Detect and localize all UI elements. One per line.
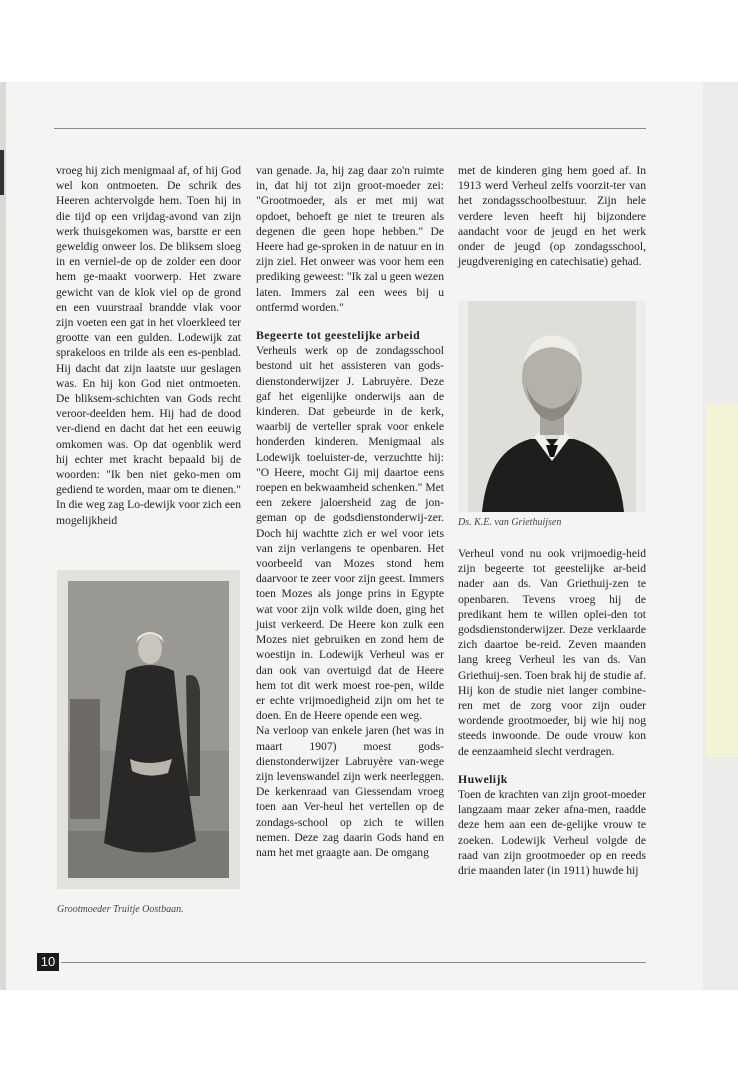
text-column-3 <box>458 163 646 269</box>
yellow-page-tab <box>706 405 738 757</box>
section-heading-geestelijke-arbeid: Begeerte tot geestelijke arbeid <box>256 328 421 343</box>
photo1-table <box>70 699 100 819</box>
minister-portrait-photo <box>468 301 636 512</box>
col3-paragraph-3: Toen de krachten van zijn groot-moeder langzaam maar zeker afna-men, raadde deze hem aan een de-gelijke vrouw te zoeken. Lodewijk Verheul volgde de raad van zijn grootmoeder op en reeds drie maanden later (in 1911) huwde hij <box>458 788 646 878</box>
bottom-rule <box>61 962 646 963</box>
minister-photo-frame <box>458 301 646 512</box>
col2-paragraph-3: Na verloop van enkele jaren (het was in maart 1907) moest gods-dienstonderwijzer Labruyère van-wege zijn levenswandel zijn werk neerleggen. De kerkenraad van Giessendam vroeg toen aan Ver-heul het vertellen op de zondags-school op zich te willen nemen. Deze zag daarin Gods hand en nam het met graagte aan. De omgang <box>256 724 444 859</box>
page-number: 10 <box>37 953 59 971</box>
text-column-2 <box>256 163 444 860</box>
minister-caption: Ds. K.E. van Griethuijsen <box>458 517 562 528</box>
section-heading-huwelijk: Huwelijk <box>458 771 508 786</box>
col2-paragraph-2: Verheuls werk op de zondagsschool bestond uit het assisteren van gods-dienstonderwijzer J. Labruyère. Deze gaf het eigenlijke onderwijs aan de kinderen. Dat gebeurde in de kerk, waarbij de verteller sprak voor enkele honderden kinderen. Menigmaal als Lodewijk toeluister-de, verzuchtte hij: "O Heere, mocht Gij mij daartoe eens roepen en bekwaamheid schenken." Met een zekere jaloersheid zag de jon-geman op de godsdienstonderwij-zer. Doch hij wachtte zich er wel voor iets van zijn verlangens te openbaren. Het voorbeeld van Mozes stond hem daarvoor te zeer voor zijn geest. Immers toen Mozes als jonge prins in Egypte wat voor zijn volk wilde doen, ging het juist verkeerd. De Heere kon zulk een Mozes niet gebruiken en zond hem de woestijn in. Lodewijk Verheul was er dan ook van overtuigd dat de Heere hem tot dit werk moest roe-pen, wilde er echte vrijmoedigheid zijn om het te doen. En de Heere opende een weg. <box>256 344 444 723</box>
top-rule <box>54 128 646 129</box>
photo1-chair <box>186 675 200 796</box>
col3-paragraph-1: met de kinderen ging hem goed af. In 1913 werd Verheul zelfs voorzit-ter van het zondagsschoolbestuur. Zijn hele verdere leven heeft hij bijzondere aandacht voor de jeugd en het werk onder de jeugd (op zondagsschool, jeugdvereniging en catechisatie) gehad. <box>458 164 646 269</box>
col3-paragraph-2: Verheul vond nu ook vrijmoedig-heid zijn begeerte tot geestelijke ar-beid nader aan ds. Van Griethuij-zen te openbaren. Tevens vroeg hij de predikant hem te willen oplei-den tot godsdienstonderwijzer. Deze verklaarde zich daartoe be-reid. Zeven maanden lang kreeg Verheul les van ds. Van Griethuij-sen. Toen brak hij de studie af. Hij kon de studie niet langer combine-ren met de zorg voor zijn ouder wordende grootmoeder, bij wie hij nog steeds inwoonde. De oude vrouw kon de eenzaamheid slecht verdragen. <box>458 547 646 758</box>
left-edge-mark <box>0 150 4 195</box>
photo1-head <box>138 634 162 664</box>
grandmother-photo-frame <box>57 570 240 889</box>
col2-paragraph-1: van genade. Ja, hij zag daar zo'n ruimte in, dat hij tot zijn groot-moeder zei: "Grootmoeder, als er met mij wat opdoet, behoeft ge niet te treuren als degenen die geen hope hebben." De Heere had ge-sproken in de natuur en in zijn ziel. Het onweer was voor hem een prediking geweest: "Ik zal u geen wezen laten. Immers zal een wees bij u ontfermd worden." <box>256 164 444 314</box>
col1-paragraph-1: vroeg hij zich menigmaal af, of hij God wel kon ontmoeten. De schrik des Heeren achtervolgde hem. Toen hij in die tijd op een vrijdag-avond van zijn werk thuisgekomen was, barstte er een geweldig onweer los. De bliksem sloeg in en verniel-de op de zolder een door hem ge-maakt voorwerp. Het zware gewicht van de klok viel op de grond en een vuurstraal brandde vlak voor zijn voeten een gat in het vloerkleed ter grootte van een gulden. Lodewijk zat sprakeloos en trilde als een es-penblad. Hij dacht dat zijn laatste uur geslagen was. En hij kon God niet ontmoeten. De bliksem-schichten van Gods recht veroor-deelden hem. Hij had de dood ver-diend en dacht dat het een eeuwig omkomen was. Op dat ogenblik werd hij echter met kracht bepaald bij de woorden: "Ik ben niet geko-men om gediend te worden, maar om te dienen." In die weg zag Lo-dewijk voor zich een mogelijkheid <box>56 164 242 527</box>
text-column-1 <box>56 163 241 528</box>
text-column-3-lower <box>458 546 646 878</box>
grandmother-caption: Grootmoeder Truitje Oostbaan. <box>57 904 184 915</box>
grandmother-photo <box>68 581 229 878</box>
